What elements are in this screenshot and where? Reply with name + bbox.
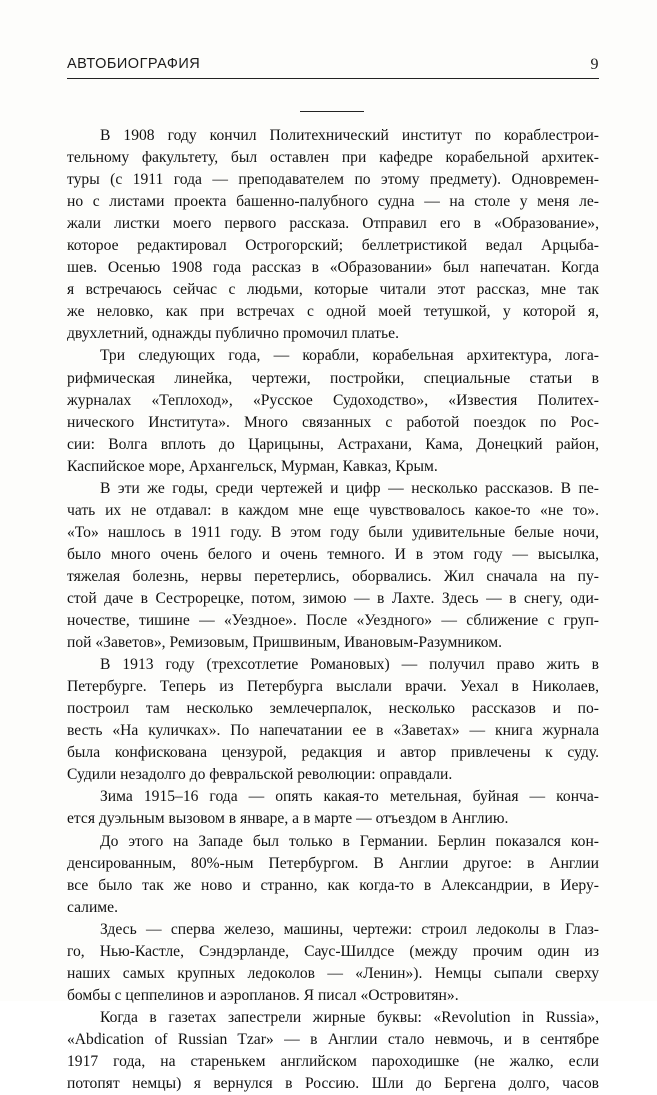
- text-line: но с листами проекта башенно-палубного судна — на столе у меня ле-: [67, 193, 599, 211]
- text-line: Когда в газетах запестрели жирные буквы: «Revolution in Russia»,: [100, 1008, 599, 1026]
- page-number: 9: [590, 56, 599, 73]
- body-text: [67, 125, 599, 1095]
- paragraph: [67, 654, 599, 786]
- text-line: двухлетний, однажды публично промочил платье.: [67, 325, 399, 343]
- text-line: 1917 года, на старенькем английском пароходишке (не жалко, если: [67, 1052, 599, 1070]
- text-line: Здесь — сперва железо, машины, чертежи: строил ледоколы в Глаз-: [100, 920, 599, 938]
- text-line: рифмическая линейка, чертежи, постройки, специальные статьи в: [67, 369, 599, 387]
- text-line: туры (с 1911 года — преподавателем по этому предмету). Одновремен-: [67, 171, 599, 189]
- text-line: го, Нью-Кастле, Сэндэрланде, Саус-Шилдсе (между прочим один из: [67, 942, 599, 960]
- text-line: журналах «Теплоход», «Русское Судоходство», «Известия Политех-: [67, 391, 599, 409]
- text-line: было много очень белого и очень темного. И в этом году — высылка,: [67, 545, 599, 563]
- text-line: потопят немцы) я вернулся в Россию. Шли до Бергена долго, часов: [67, 1075, 599, 1093]
- text-line: была конфискована цензурой, редакция и автор привлечены к суду.: [67, 744, 599, 762]
- paragraph: [67, 478, 599, 654]
- text-line: нического Института». Много связанных с работой поездок по Рос-: [67, 413, 599, 431]
- text-line: «То» нашлось в 1911 году. В этом году были удивительные белые ночи,: [67, 523, 599, 541]
- running-title: АВТОБИОГРАФИЯ: [67, 56, 201, 72]
- paragraph: [67, 919, 599, 1007]
- running-head: [67, 56, 599, 76]
- text-line: шев. Осенью 1908 года рассказ в «Образовании» был напечатан. Когда: [67, 259, 599, 277]
- text-line: весть «На куличках». По напечатании ее в «Заветах» — книга журнала: [67, 722, 599, 740]
- text-line: все было так же ново и странно, как когда-то в Александрии, в Иеру-: [67, 876, 599, 894]
- text-line: ется дуэльным вызовом в январе, а в марте — отъездом в Англию.: [67, 810, 509, 828]
- text-line: же неловко, как при встречах с одной моей тетушкой, у которой я,: [67, 303, 599, 321]
- text-line: тельному факультету, был оставлен при кафедре корабельной архитек-: [67, 149, 599, 167]
- text-line: денсированным, 80%-ным Петербургом. В Англии другое: в Англии: [67, 854, 599, 872]
- text-line: наших самых крупных ледоколов — «Ленин»). Немцы сыпали сверху: [67, 964, 599, 982]
- section-separator: [300, 111, 364, 112]
- paragraph: [67, 786, 599, 830]
- text-line: В эти же годы, среди чертежей и цифр — несколько рассказов. В пе-: [100, 479, 599, 497]
- text-line: жали листки моего первого рассказа. Отправил его в «Образование»,: [67, 215, 599, 233]
- text-line: Три следующих года, — корабли, корабельная архитектура, лога-: [100, 347, 599, 365]
- paragraph: [67, 831, 599, 919]
- text-line: «Abdication of Russian Tzar» — в Англии стало невмочь, и в сентябре: [67, 1030, 599, 1048]
- paragraph: [67, 125, 599, 345]
- text-line: До этого на Западе был только в Германии. Берлин показался кон-: [100, 832, 599, 850]
- text-line: я встречаюсь сейчас с людьми, которые читали этот рассказ, мне так: [67, 281, 599, 299]
- text-line: бомбы с цеппелинов и аэропланов. Я писал «Островитян».: [67, 986, 459, 1004]
- text-line: ночестве, тишине — «Уездное». После «Уездного» — сближение с груп-: [67, 612, 599, 630]
- text-line: чать их не отдавал: в каждом мне еще чувствовалось какое-то «не то».: [67, 501, 599, 519]
- text-line: Петербурге. Теперь из Петербурга выслали врачи. Уехал в Николаев,: [67, 678, 599, 696]
- text-line: салиме.: [67, 898, 118, 916]
- text-line: Зима 1915–16 года — опять какая-то метельная, буйная — конча-: [100, 788, 599, 806]
- paragraph: [67, 1007, 599, 1095]
- text-line: Судили незадолго до февральской революции: оправдали.: [67, 766, 453, 784]
- text-line: пой «Заветов», Ремизовым, Пришвиным, Ивановым-Разумником.: [67, 634, 503, 652]
- header-rule: [67, 78, 599, 79]
- text-line: Каспийское море, Архангельск, Мурман, Кавказ, Крым.: [67, 457, 438, 475]
- text-line: сии: Волга вплоть до Царицыны, Астрахани, Кама, Донецкий район,: [67, 435, 599, 453]
- text-line: В 1908 году кончил Политехнический институт по кораблестрои-: [100, 127, 599, 144]
- text-line: которое редактировал Острогорский; беллетристикой ведал Арцыба-: [67, 237, 599, 255]
- text-line: тяжелая болезнь, нервы перетерлись, оборвались. Жил сначала на пу-: [67, 567, 599, 585]
- text-line: В 1913 году (трехсотлетие Романовых) — получил право жить в: [100, 656, 599, 674]
- text-line: построил там несколько землечерпалок, несколько рассказов и по-: [67, 700, 599, 718]
- text-line: стой даче в Сестрорецке, потом, зимою — в Лахте. Здесь — в снегу, оди-: [67, 589, 599, 607]
- paragraph: [67, 345, 599, 477]
